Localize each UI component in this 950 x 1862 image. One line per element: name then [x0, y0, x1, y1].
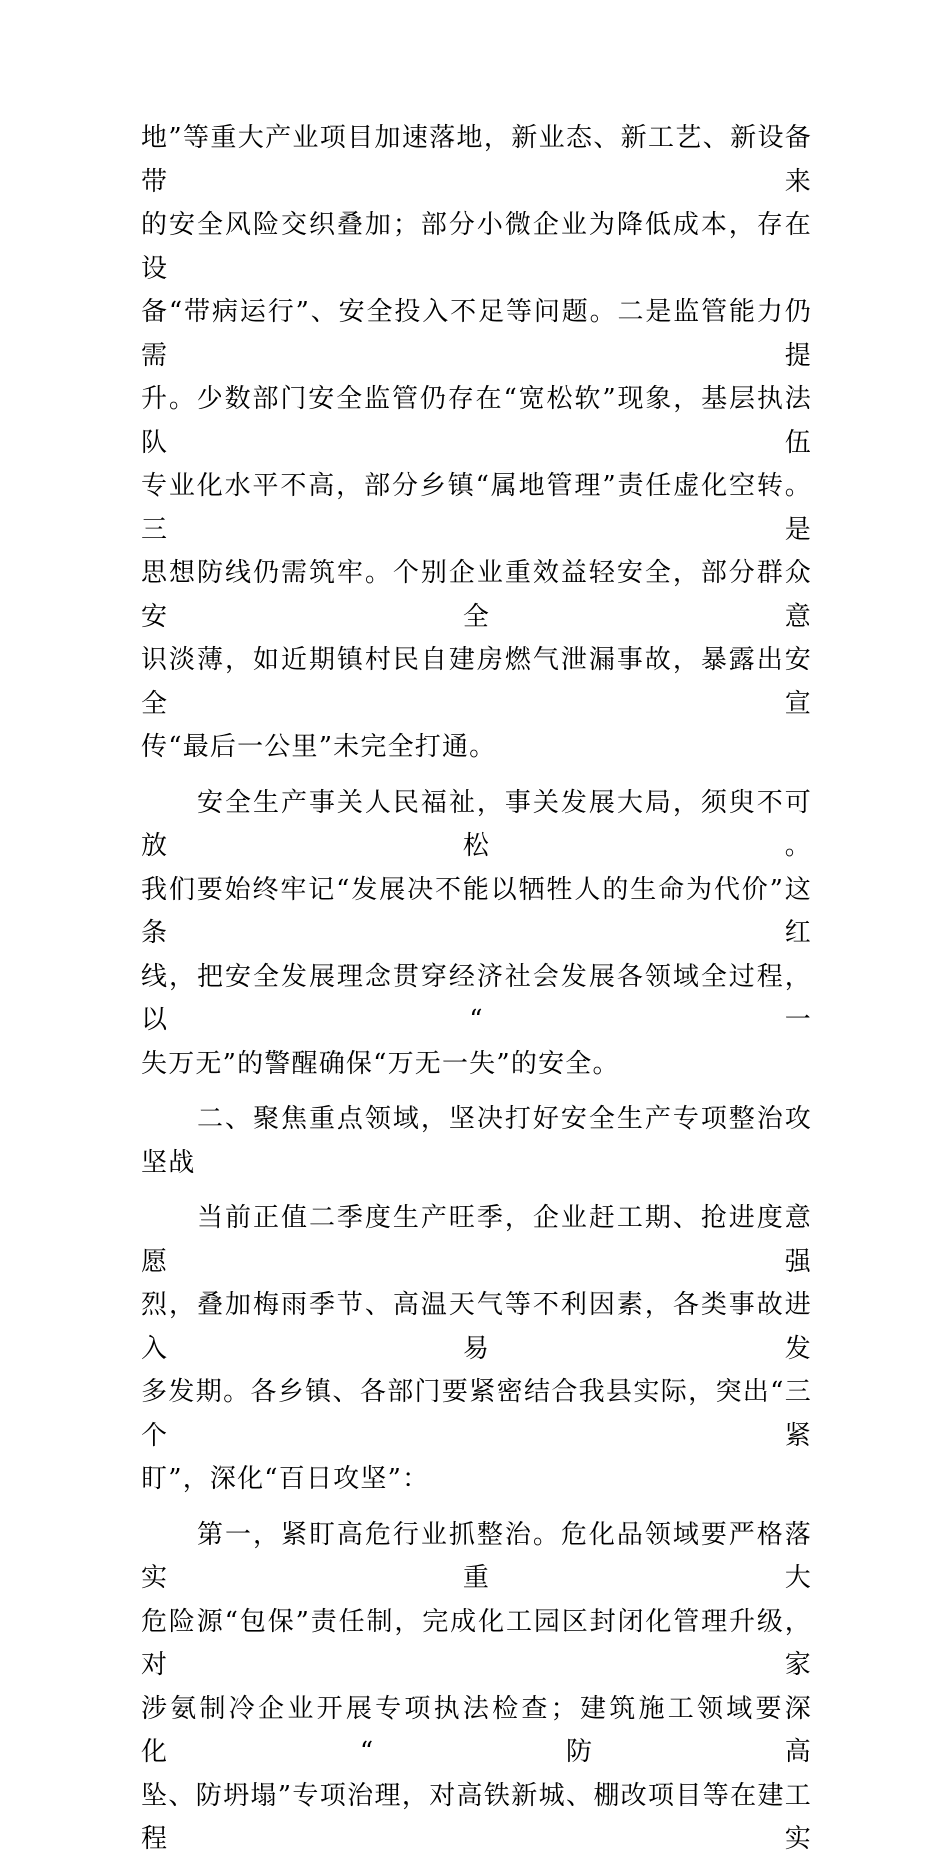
paragraph-4: [141, 1514, 812, 1862]
text-line: 坠、防坍塌”专项治理，对高铁新城、棚改项目等在建工程实: [141, 1780, 812, 1854]
text-line: 当前正值二季度生产旺季，企业赶工期、抢进度意愿强: [141, 1203, 812, 1277]
section-heading: [141, 1098, 812, 1185]
text-line: 识淡薄，如近期镇村民自建房燃气泄漏事故，暴露出安全宣: [141, 645, 812, 719]
text-line: 专业化水平不高，部分乡镇“属地管理”责任虚化空转。三是: [141, 471, 812, 545]
text-line: 盯”，深化“百日攻坚”：: [141, 1464, 430, 1494]
text-line: 升。少数部门安全监管仍存在“宽松软”现象，基层执法队伍: [141, 384, 812, 458]
text-line: 失万无”的警醒确保“万无一失”的安全。: [141, 1048, 620, 1079]
text-line: 地”等重大产业项目加速落地，新业态、新工艺、新设备带来: [141, 123, 812, 197]
paragraph-3: [141, 1197, 812, 1502]
paragraph-gap: [141, 770, 812, 782]
paragraph-1: [141, 117, 812, 770]
paragraph-gap: [141, 1086, 812, 1098]
text-line: 烈，叠加梅雨季节、高温天气等不利因素，各类事故进入易发: [141, 1290, 812, 1364]
paragraph-gap: [141, 1502, 812, 1514]
text-line: 危险源“包保”责任制，完成化工园区封闭化管理升级，对家: [141, 1606, 812, 1680]
text-line: 安全生产事关人民福祉，事关发展大局，须臾不可放松。: [141, 787, 812, 861]
text-line: 多发期。各乡镇、各部门要紧密结合我县实际，突出“三个紧: [141, 1377, 812, 1451]
paragraph-gap: [141, 1185, 812, 1197]
heading-line: 二、聚焦重点领域，坚决打好安全生产专项整治攻坚战: [141, 1104, 812, 1178]
paragraph-2: [141, 782, 812, 1087]
text-line: 备“带病运行”、安全投入不足等问题。二是监管能力仍需提: [141, 297, 812, 371]
text-line: 线，把安全发展理念贯穿经济社会发展各领域全过程，以“一: [141, 961, 812, 1035]
text-line: 第一，紧盯高危行业抓整治。危化品领域要严格落实重大: [141, 1519, 812, 1593]
text-line: 涉氨制冷企业开展专项执法检查；建筑施工领域要深化“防高: [141, 1693, 812, 1767]
text-line: 思想防线仍需筑牢。个别企业重效益轻安全，部分群众安全意: [141, 558, 812, 632]
text-line: 我们要始终牢记“发展决不能以牺牲人的生命为代价”这条红: [141, 874, 812, 948]
text-line: 的安全风险交织叠加；部分小微企业为降低成本，存在设: [141, 210, 812, 284]
text-line: 传“最后一公里”未完全打通。: [141, 732, 497, 762]
